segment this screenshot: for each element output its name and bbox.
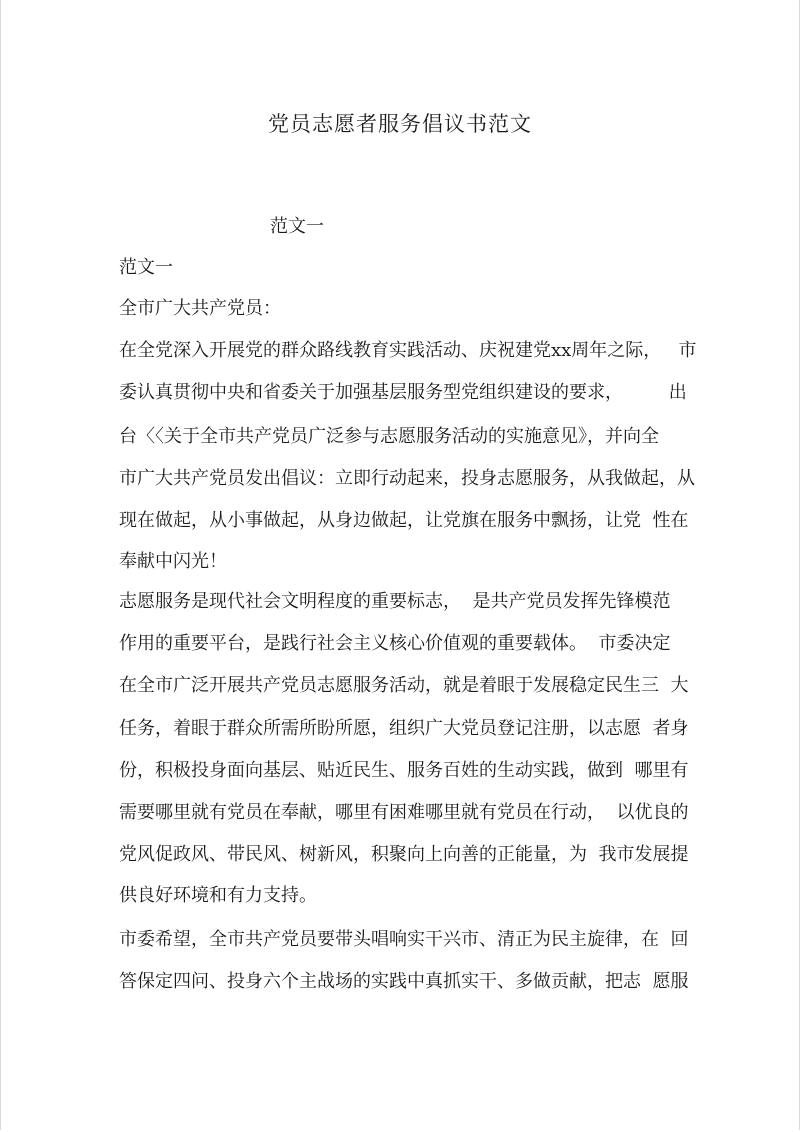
paragraph-line: 奉献中闪光！ xyxy=(119,551,227,572)
paragraph-line: 委认真贯彻中央和省委关于加强基层服务型党组织建设的要求， 出 xyxy=(119,382,687,403)
paragraph-line: 全市广大共产党员： xyxy=(119,298,281,319)
paragraph-line: 在全党深入开展党的群众路线教育实践活动、庆祝建党xx周年之际， 市 xyxy=(119,340,697,361)
paragraph-line: 市委希望，全市共产党员要带头唱响实干兴市、清正为民主旋律，在 回 xyxy=(119,929,689,950)
document-subtitle: 范文一 xyxy=(270,216,324,237)
paragraph-line: 作用的重要平台，是践行社会主义核心价值观的重要载体。 市委决定 xyxy=(119,633,671,654)
paragraph-line: 需要哪里就有党员在奉献，哪里有困难哪里就有党员在行动， 以优良的 xyxy=(119,802,689,823)
paragraph-line: 任务，着眼于群众所需所盼所愿，组织广大党员登记注册，以志愿 者身 xyxy=(119,718,689,739)
paragraph-line: 党风促政风、带民风、树新风，积聚向上向善的正能量，为 我市发展提 xyxy=(119,844,689,865)
paragraph-line: 现在做起，从小事做起，从身边做起，让党旗在服务中飘扬，让党 性在 xyxy=(119,510,689,531)
paragraph-line: 供良好环境和有力支持。 xyxy=(119,885,317,906)
paragraph-line: 志愿服务是现代社会文明程度的重要标志， 是共产党员发挥先锋模范 xyxy=(119,591,671,612)
paragraph-line: 台〈〈关于全市共产党员广泛参与志愿服务活动的实施意见》，并向全 xyxy=(119,426,659,447)
paragraph-line: 市广大共产党员发出倡议：立即行动起来，投身志愿服务，从我做起，从 xyxy=(119,468,695,489)
paragraph-line: 答保定四问、投身六个主战场的实践中真抓实干、多做贡献，把志 愿服 xyxy=(119,971,689,992)
paragraph-line: 在全市广泛开展共产党员志愿服务活动，就是着眼于发展稳定民生三 大 xyxy=(119,675,689,696)
paragraph-line: 份，积极投身面向基层、贴近民生、服务百姓的生动实践，做到 哪里有 xyxy=(119,760,689,781)
paragraph-line: 范文一 xyxy=(119,257,173,278)
document-title: 党员志愿者服务倡议书范文 xyxy=(268,112,532,136)
